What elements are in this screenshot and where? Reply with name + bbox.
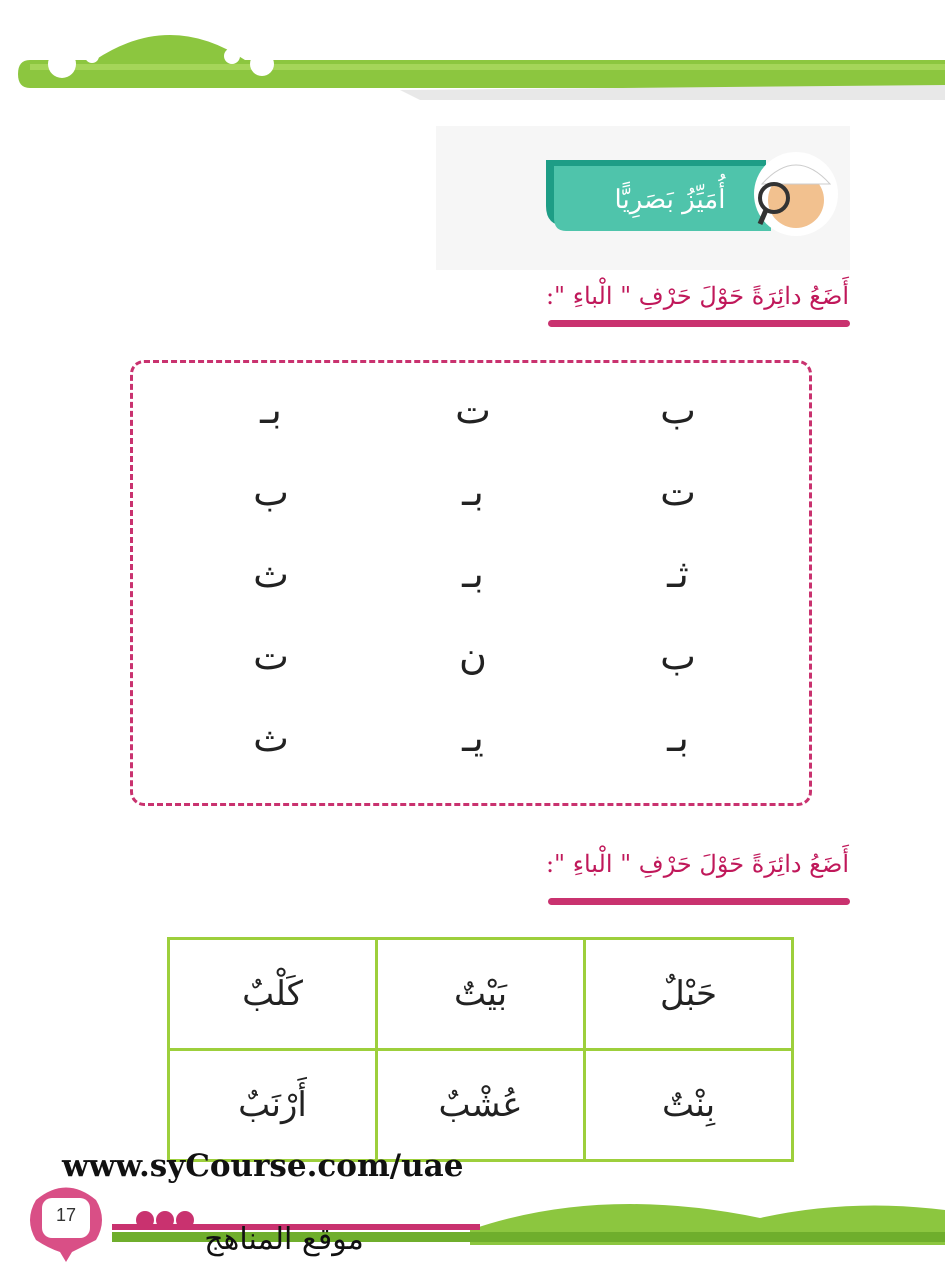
word-cell[interactable]: عُشْبٌ (377, 1050, 585, 1161)
letter-cell[interactable]: ت (455, 388, 491, 432)
header-decoration (0, 0, 945, 110)
table-row (169, 939, 793, 1050)
word-cell[interactable]: أَرْنَبٌ (169, 1050, 377, 1161)
word-table (167, 937, 794, 1162)
page-number: 17 (55, 1205, 77, 1225)
letter-cell[interactable]: ث (253, 552, 289, 596)
word-cell[interactable]: بَيْتٌ (377, 939, 585, 1050)
word-cell[interactable]: حَبْلٌ (585, 939, 793, 1050)
letter-cell[interactable]: بـ (260, 388, 282, 432)
letter-cell[interactable]: بـ (462, 552, 484, 596)
letter-cell[interactable]: ث (253, 716, 289, 760)
letter-grid (130, 360, 812, 806)
section2-instruction: أَضَعُ دائِرَةً حَوْلَ حَرْفِ " الْباءِ ": (545, 850, 849, 878)
table-row (169, 1050, 793, 1161)
letter-cell[interactable]: ن (459, 634, 487, 678)
letter-cell[interactable]: يـ (462, 716, 484, 760)
section2-underline (548, 898, 850, 905)
word-cell[interactable]: كَلْبٌ (169, 939, 377, 1050)
letter-cell[interactable]: ب (253, 470, 289, 514)
site-url-watermark: www.syCourse.com/uae (62, 1148, 464, 1184)
site-name-watermark: موقع المناهج (204, 1222, 364, 1257)
word-cell[interactable]: بِنْتٌ (585, 1050, 793, 1161)
section1-instruction: أَضَعُ دائِرَةً حَوْلَ حَرْفِ " الْباءِ ": (545, 282, 849, 310)
letter-cell[interactable]: ب (660, 634, 696, 678)
letter-cell[interactable]: ثـ (667, 552, 689, 596)
banner-title: أُمَيِّزُ بَصَرِيًّا (614, 185, 726, 215)
letter-cell[interactable]: ت (660, 470, 696, 514)
letter-cell[interactable]: بـ (667, 716, 689, 760)
section1-underline (548, 320, 850, 327)
letter-cell[interactable]: ب (660, 388, 696, 432)
letter-cell[interactable]: بـ (462, 470, 484, 514)
letter-cell[interactable]: ت (253, 634, 289, 678)
